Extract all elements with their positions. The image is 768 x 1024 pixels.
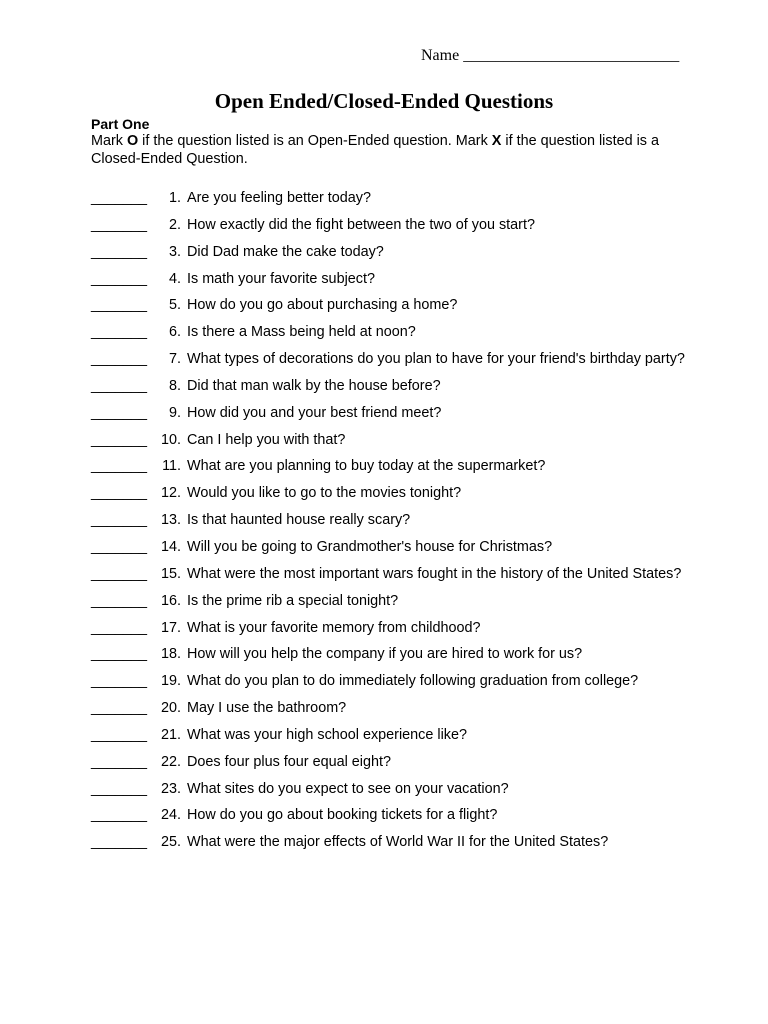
question-text: What types of decorations do you plan to have for your friend's birthday party? bbox=[187, 351, 685, 368]
question-number: 22. bbox=[160, 753, 181, 770]
instructions-text-2: if the question listed is an Open-Ended question. Mark bbox=[138, 133, 492, 149]
question-text: What were the major effects of World War II for the United States? bbox=[187, 834, 609, 851]
question-item bbox=[91, 534, 687, 561]
question-item bbox=[91, 373, 687, 400]
question-number: 18. bbox=[160, 646, 181, 663]
answer-blank: _______ bbox=[91, 243, 148, 260]
question-text: How will you help the company if you are hired to work for us? bbox=[187, 646, 583, 663]
question-text: What was your high school experience like? bbox=[187, 726, 467, 743]
answer-blank: _______ bbox=[91, 646, 148, 663]
answer-blank: _______ bbox=[91, 458, 148, 475]
question-item bbox=[91, 668, 687, 695]
answer-blank: _______ bbox=[91, 431, 148, 448]
answer-blank: _______ bbox=[91, 753, 148, 770]
question-text: Is that haunted house really scary? bbox=[187, 512, 411, 529]
question-item bbox=[91, 212, 687, 239]
question-number: 13. bbox=[160, 512, 181, 529]
question-text: Is math your favorite subject? bbox=[187, 270, 375, 287]
question-number: 15. bbox=[160, 565, 181, 582]
question-item bbox=[91, 722, 687, 749]
question-item bbox=[91, 615, 687, 642]
question-number: 5. bbox=[168, 297, 181, 314]
question-text: What were the most important wars fought in the history of the United States? bbox=[187, 565, 682, 582]
answer-blank: _______ bbox=[91, 216, 148, 233]
question-number: 12. bbox=[160, 485, 181, 502]
answer-blank: _______ bbox=[91, 780, 148, 797]
question-item bbox=[91, 400, 687, 427]
name-field-label: Name ___________________________ bbox=[421, 47, 680, 64]
question-number: 4. bbox=[168, 270, 181, 287]
question-text: Would you like to go to the movies tonight? bbox=[187, 485, 462, 502]
question-number: 21. bbox=[160, 726, 181, 743]
answer-blank: _______ bbox=[91, 538, 148, 555]
answer-blank: _______ bbox=[91, 565, 148, 582]
question-number: 23. bbox=[160, 780, 181, 797]
question-item bbox=[91, 319, 687, 346]
question-number: 2. bbox=[168, 216, 181, 233]
question-text: What do you plan to do immediately following graduation from college? bbox=[187, 673, 639, 690]
question-text: Does four plus four equal eight? bbox=[187, 753, 391, 770]
question-number: 17. bbox=[160, 619, 181, 636]
question-text: How do you go about purchasing a home? bbox=[187, 297, 458, 314]
question-text: Did Dad make the cake today? bbox=[187, 243, 384, 260]
question-number: 11. bbox=[162, 458, 181, 475]
question-text: Is the prime rib a special tonight? bbox=[187, 592, 399, 609]
question-number: 19. bbox=[160, 673, 181, 690]
question-item bbox=[91, 829, 687, 856]
answer-blank: _______ bbox=[91, 834, 148, 851]
question-text: How exactly did the fight between the two of you start? bbox=[187, 216, 535, 233]
question-number: 8. bbox=[168, 377, 181, 394]
question-text: What are you planning to buy today at the supermarket? bbox=[187, 458, 546, 475]
answer-blank: _______ bbox=[91, 592, 148, 609]
answer-blank: _______ bbox=[91, 377, 148, 394]
closed-mark-symbol: X bbox=[491, 133, 502, 149]
question-text: Did that man walk by the house before? bbox=[187, 377, 441, 394]
answer-blank: _______ bbox=[91, 619, 148, 636]
question-text: How did you and your best friend meet? bbox=[187, 404, 442, 421]
answer-blank: _______ bbox=[91, 270, 148, 287]
question-number: 9. bbox=[168, 404, 181, 421]
question-text: How do you go about booking tickets for a flight? bbox=[187, 807, 498, 824]
question-item bbox=[91, 802, 687, 829]
question-text: What is your favorite memory from childhood? bbox=[187, 619, 481, 636]
answer-blank: _______ bbox=[91, 485, 148, 502]
question-text: May I use the bathroom? bbox=[187, 700, 347, 717]
question-item bbox=[91, 561, 687, 588]
question-number: 16. bbox=[160, 592, 181, 609]
open-mark-symbol: O bbox=[126, 133, 139, 149]
question-text: Are you feeling better today? bbox=[187, 190, 372, 206]
part-one-heading: Part One bbox=[91, 116, 150, 132]
answer-blank: _______ bbox=[91, 512, 148, 529]
instructions-text-1: Mark bbox=[91, 133, 127, 149]
question-item bbox=[91, 749, 687, 776]
question-item bbox=[91, 507, 687, 534]
question-number: 3. bbox=[168, 243, 181, 260]
page-title: Open Ended/Closed-Ended Questions bbox=[214, 89, 554, 113]
question-number: 10. bbox=[160, 431, 181, 448]
answer-blank: _______ bbox=[91, 726, 148, 743]
question-item bbox=[91, 266, 687, 293]
question-number: 25. bbox=[160, 834, 181, 851]
answer-blank: _______ bbox=[91, 190, 148, 206]
question-text: Will you be going to Grandmother's house for Christmas? bbox=[187, 538, 553, 555]
question-text: Can I help you with that? bbox=[187, 431, 346, 448]
answer-blank: _______ bbox=[91, 807, 148, 824]
answer-blank: _______ bbox=[91, 700, 148, 717]
answer-blank: _______ bbox=[91, 324, 148, 341]
question-item bbox=[91, 427, 687, 454]
question-text: What sites do you expect to see on your vacation? bbox=[187, 780, 509, 797]
question-item bbox=[91, 480, 687, 507]
question-item bbox=[91, 776, 687, 803]
question-text: Is there a Mass being held at noon? bbox=[187, 324, 416, 341]
question-item bbox=[91, 588, 687, 615]
answer-blank: _______ bbox=[91, 404, 148, 421]
question-item bbox=[91, 292, 687, 319]
question-item bbox=[91, 695, 687, 722]
question-number: 24. bbox=[160, 807, 181, 824]
answer-blank: _______ bbox=[91, 351, 148, 368]
instructions bbox=[91, 133, 691, 168]
answer-blank: _______ bbox=[91, 673, 148, 690]
question-item bbox=[91, 641, 687, 668]
answer-blank: _______ bbox=[91, 297, 148, 314]
question-item bbox=[91, 346, 687, 373]
instructions-text-3: if the question listed is a Closed-Ended Question. bbox=[91, 133, 659, 167]
question-number: 20. bbox=[160, 700, 181, 717]
question-item bbox=[91, 239, 687, 266]
question-number: 14. bbox=[160, 538, 181, 555]
question-number: 6. bbox=[168, 324, 181, 341]
question-number: 7. bbox=[168, 351, 181, 368]
question-number: 1. bbox=[168, 190, 181, 206]
question-item bbox=[91, 185, 687, 212]
question-item bbox=[91, 453, 687, 480]
question-list bbox=[91, 185, 687, 856]
